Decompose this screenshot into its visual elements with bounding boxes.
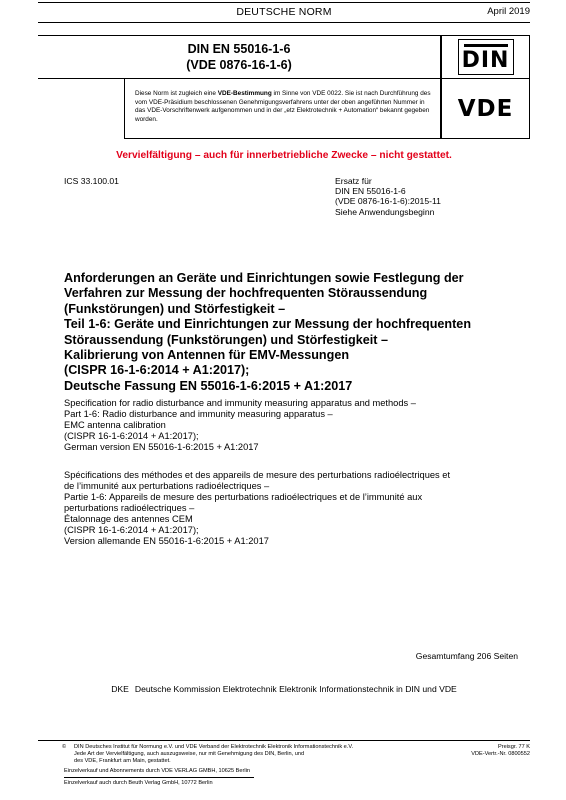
title-line: Version allemande EN 55016-1-6:2015 + A1:2017	[64, 536, 269, 546]
vde-number: (VDE 0876-16-1-6)	[186, 58, 292, 72]
title-line: Kalibrierung von Antennen für EMV-Messungen	[64, 348, 350, 363]
publication-date: April 2019	[487, 6, 530, 17]
vde-notice-post: im Sinne von VDE 0022. Sie ist nach Durchführung des vom VDE-Präsidium beschlossenen Genehmigungsverfahrens unter der oben angeführten Nummer in das VDE-Vorschriftenwerk aufgenommen und in der „etz Elektrotechnik + Automation“ bekannt gegeben worden.	[135, 90, 431, 123]
copyright-line: DIN Deutsches Institut für Normung e.V. und VDE Verband der Elektrotechnik Elektronik Informationstechnik e.V.	[74, 744, 354, 750]
copy-warning: Vervielfältigung – auch für innerbetriebliche Zwecke – nicht gestattet.	[116, 150, 452, 161]
sale-info-beuth: Einzelverkauf auch durch Beuth Verlag GmbH, 10772 Berlin	[64, 780, 213, 786]
vde-notice-pre: Diese Norm ist zugleich eine	[135, 90, 218, 97]
title-line: Störaussendung (Funkstörungen) und Störfestigkeit –	[64, 332, 388, 347]
title-line: Partie 1-6: Appareils de mesure des perturbations radioélectriques et de l’immunité aux	[64, 492, 423, 502]
vde-order-number: VDE-Vertr.-Nr. 0800552	[471, 751, 530, 757]
title-line: Teil 1-6: Geräte und Einrichtungen zur Messung der hochfrequenten	[64, 317, 472, 332]
title-line: Anforderungen an Geräte und Einrichtungen sowie Festlegung der	[64, 271, 464, 285]
title-german	[64, 271, 524, 394]
vde-logo-box	[441, 79, 530, 139]
title-line: de l’immunité aux perturbations radioélectriques –	[64, 481, 270, 491]
copyright-line: Jede Art der Vervielfältigung, auch auszugsweise, nur mit Genehmigung des DIN, Berlin, und	[74, 751, 305, 757]
title-line: Specification for radio disturbance and immunity measuring apparatus and methods –	[64, 398, 416, 408]
title-line: Part 1-6: Radio disturbance and immunity measuring apparatus –	[64, 409, 333, 419]
title-line: Spécifications des méthodes et des appareils de mesure des perturbations radioélectriques et	[64, 470, 451, 480]
norm-type: DEUTSCHE NORM	[236, 6, 332, 18]
din-number: DIN EN 55016-1-6	[187, 42, 291, 56]
replacement-line: Ersatz für	[335, 176, 372, 186]
title-french	[64, 470, 534, 547]
title-line: (CISPR 16-1-6:2014 + A1:2017);	[64, 525, 199, 535]
title-line: Deutsche Fassung EN 55016-1-6:2015 + A1:2017	[64, 378, 353, 393]
copyright-symbol: ©	[62, 744, 67, 750]
top-rule	[38, 2, 530, 3]
vde-notice-bold: VDE-Bestimmung	[217, 90, 272, 97]
header-rule	[38, 22, 530, 23]
designation-box	[38, 35, 441, 79]
vde-logo: VDE	[457, 95, 514, 122]
copyright-line: des VDE, Frankfurt am Main, gestattet.	[74, 758, 171, 764]
dke-line	[38, 684, 530, 694]
din-logo	[458, 39, 514, 75]
dke-full: Deutsche Kommission Elektrotechnik Elektronik Informationstechnik in DIN und VDE	[134, 684, 457, 694]
din-logo-box	[441, 35, 530, 79]
total-pages: Gesamtumfang 206 Seiten	[415, 651, 518, 661]
title-line: German version EN 55016-1-6:2015 + A1:2017	[64, 442, 259, 452]
price-group: Preisgr. 77 K	[497, 744, 530, 750]
title-english	[64, 398, 524, 453]
copyright-notice	[74, 744, 424, 765]
title-line: EMC antenna calibration	[64, 420, 166, 430]
din-logo-bar	[464, 44, 508, 47]
title-line: Verfahren zur Messung der hochfrequenten Störaussendung	[64, 286, 428, 301]
vde-notice	[124, 79, 441, 139]
title-line: (Funkstörungen) und Störfestigkeit –	[64, 301, 286, 316]
sale-rule	[64, 777, 254, 778]
sale-info-vde: Einzelverkauf und Abonnements durch VDE VERLAG GMBH, 10625 Berlin	[64, 768, 250, 774]
title-line: Étalonnage des antennes CEM	[64, 514, 193, 524]
title-line: (CISPR 16-1-6:2014 + A1:2017);	[64, 431, 199, 441]
price-info	[471, 744, 530, 758]
title-line: (CISPR 16-1-6:2014 + A1:2017);	[64, 363, 250, 378]
dke-abbr: DKE	[111, 684, 129, 694]
footer-rule	[38, 740, 530, 741]
din-logo-text: DIN	[461, 48, 510, 73]
title-line: perturbations radioélectriques –	[64, 503, 195, 513]
ics-code: ICS 33.100.01	[64, 176, 119, 186]
replacement-line: DIN EN 55016-1-6	[335, 186, 406, 197]
replacement-line: (VDE 0876-16-1-6):2015-11	[335, 196, 441, 207]
replacement-line: Siehe Anwendungsbeginn	[335, 206, 435, 217]
replacement-info	[335, 176, 441, 217]
